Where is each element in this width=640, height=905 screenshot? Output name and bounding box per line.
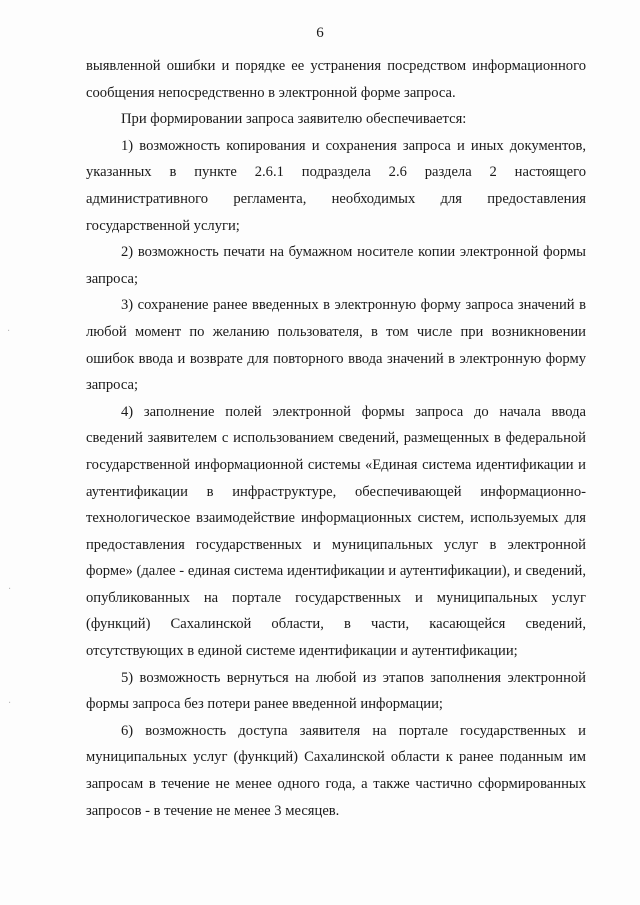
scan-mark-left-1: · [7,326,11,337]
scan-mark-left-3: · [8,698,12,709]
document-body [86,53,586,824]
list-item-2: 2) возможность печати на бумажном носителе копии электронной формы запроса; [86,244,586,287]
list-item-4: 4) заполнение полей электронной формы запроса до начала ввода сведений заявителем с использованием сведений, размещенных в федеральной государственной информационной системы «Единая система идентификации и аутентификации в инфраструктуре, обеспечивающей информационно-технологическое взаимодействие информационных систем, используемых для предоставления государственных и муниципальных услуг в электронной форме» (далее - единая система идентификации и аутентификации), и сведений, опубликованных на портале государственных и муниципальных услуг (функций) Сахалинской области, в части, касающейся сведений, отсутствующих в единой системе идентификации и аутентификации; [86,403,586,660]
list-item-1: 1) возможность копирования и сохранения запроса и иных документов, указанных в пункте 2.6.1 подраздела 2.6 раздела 2 настоящего административного регламента, необходимых для предоставления государственной услуги; [86,137,586,234]
scan-mark-left-2: · [8,584,12,595]
paragraph-intro: При формировании запроса заявителю обеспечивается: [121,111,467,128]
list-item-6: 6) возможность доступа заявителя на портале государственных и муниципальных услуг (функций) Сахалинской области к ранее поданным им запросам в течение не менее одного года, а также частично сформированных запросов - в течение не менее 3 месяцев. [86,722,586,819]
list-item-5: 5) возможность вернуться на любой из этапов заполнения электронной формы запроса без потери ранее введенной информации; [86,669,586,713]
list-item-3: 3) сохранение ранее введенных в электронную форму запроса значений в любой момент по желанию пользователя, в том числе при возникновении ошибок ввода и возврате для повторного ввода значений в электронную форму запроса; [86,297,586,394]
page-number: 6 [316,25,324,41]
paragraph-continuation: выявленной ошибки и порядке ее устранения посредством информационного сообщения непосредственно в электронной форме запроса. [86,58,586,101]
